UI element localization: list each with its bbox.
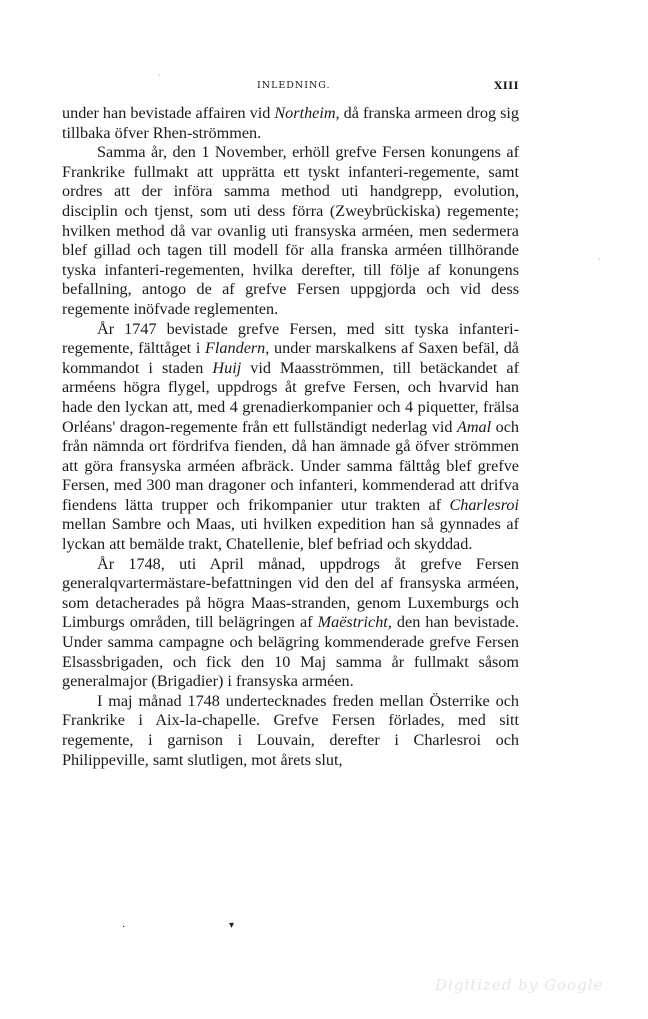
print-speck: ▾ — [229, 920, 235, 931]
page-number: XIII — [494, 80, 519, 92]
text-run: vid Maasströmmen, till betäckandet af arméens högra flygel, uppdrogs åt grefve Fersen, och hvarvid han hade den lyckan att, med 4 grenadierkompanier och 4 piquetter, frälsa Orléans' dragon-regemente från ett fullständigt nederlag vid — [62, 358, 519, 436]
text-run: I maj månad 1748 undertecknades freden mellan Österrike och Frankrike i Aix-la-chapelle. Grefve Fersen förlades, med sitt regemente, i garnison i Louvain, derefter i Charlesroi och Philippeville, samt slutligen, mot årets slut, — [62, 691, 519, 769]
text-run: den han bevistade. Under samma campagne och belägring kommenderade grefve Fersen Elsassbrigaden, och fick den 10 Maj samma år fullmakt såsom generalmajor (Brigadier) i fransyska arméen. — [62, 613, 519, 691]
digitization-watermark: Digitized by Google — [435, 976, 604, 994]
italic-term: Charlesroi — [449, 495, 519, 514]
text-run: År 1748, uti April månad, uppdrogs åt grefve Fersen generalqvartermästare-befattningen vid den del af fransyska arméen, som detacherades på högra Maas-stranden, genom Luxemburgs och Limburgs områden, till belägringen af — [62, 554, 519, 632]
running-title: INLEDNING. — [257, 80, 331, 91]
italic-term: Northeim, — [274, 104, 340, 122]
italic-term: Huij — [212, 358, 242, 377]
paragraph — [62, 104, 519, 143]
paragraph — [62, 555, 519, 692]
text-run: mellan Sambre och Maas, uti hvilken expedition han så gynnades af lyckan att bemälde trakt, Chatellenie, blef befriad och skyddad. — [62, 515, 519, 554]
text-run: och från nämnda ort fördrifva fienden, då han ämnade gå öfver strömmen att göra fransyska arméen afbräck. Under samma fälttåg blef grefve Fersen, med 300 man dragoner och infanteri, kommenderad att drifva fiendens lätta trupper och frikompanier utur trakten af — [62, 417, 520, 514]
print-speck: · — [122, 922, 126, 933]
text-run: Samma år, den 1 November, erhöll grefve Fersen konungens af Frankrike fullmakt att upprätta ett tyskt infanteri-regemente, samt ordres att der införa samma method uti handgrepp, evolution, disciplin och tjenst, som uti dess förra (Zweybrückiska) regemente; hvilken method då var ovanlig uti fransyska arméen, men sedermera blef gillad och tagen till modell för alla franska arméen tillhörande tyska infanteri-regementen, hvilka derefter, till följe af konungens befallning, antogo de af grefve Fersen uppgjorda och vid dess regemente inöfvade reglementen. — [62, 143, 519, 318]
text-run: under marskalkens af Saxen befäl, då kommandot i staden — [62, 339, 519, 377]
print-speck: ʹ — [158, 74, 161, 83]
italic-term: Flandern, — [205, 339, 270, 358]
paragraph — [62, 320, 519, 555]
body-text — [62, 104, 519, 770]
text-run: År 1747 bevistade grefve Fersen, med sitt tyska infanteri-regemente, fälttåget i — [62, 319, 519, 358]
italic-term: Amal — [456, 417, 492, 436]
text-run: under han bevistade affairen vid — [62, 104, 275, 122]
text-run: då franska armeen drog sig tillbaka öfver Rhen-strömmen. — [62, 104, 519, 142]
paragraph — [62, 692, 519, 770]
running-header — [62, 80, 519, 96]
print-speck: ʹ — [598, 258, 601, 267]
italic-term: Maëstricht, — [317, 613, 392, 632]
paragraph — [62, 143, 519, 319]
